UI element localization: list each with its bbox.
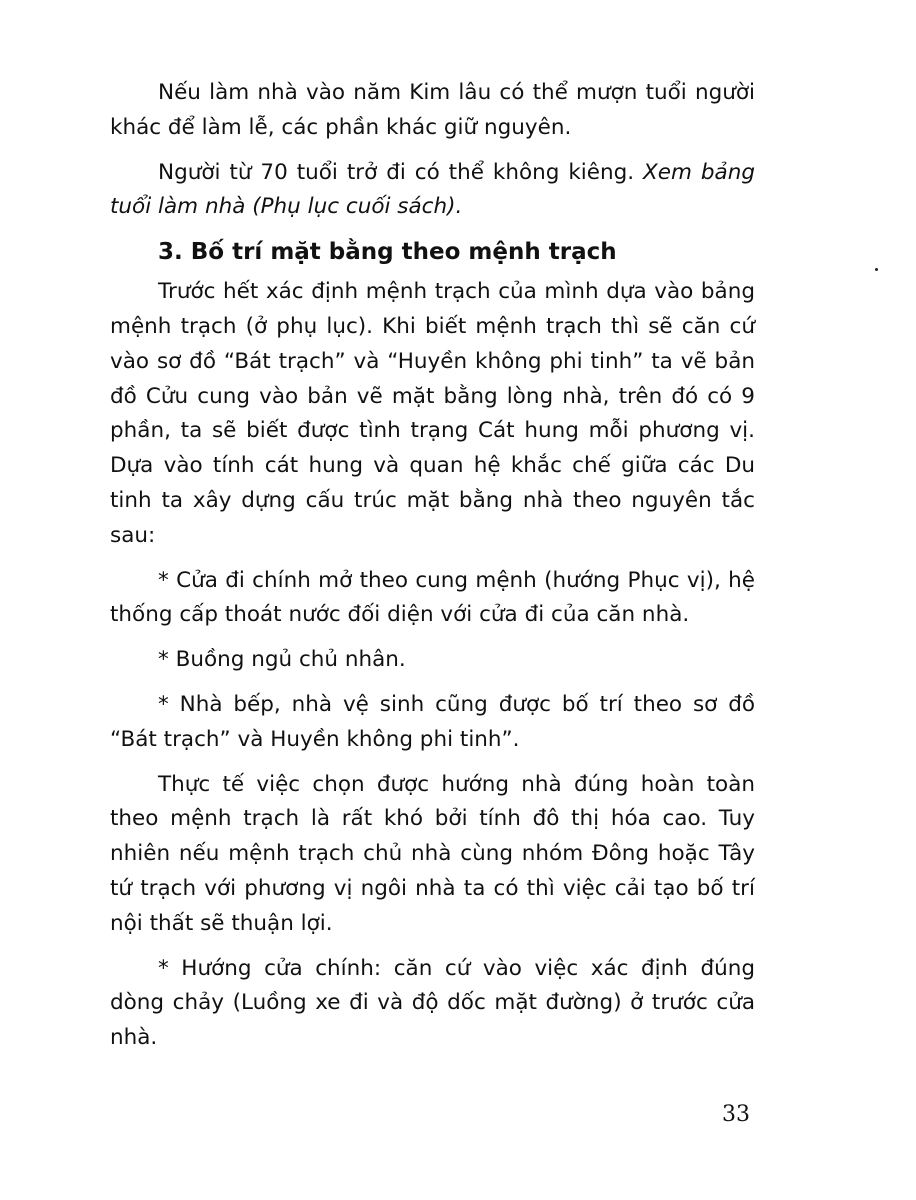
bullet-kitchen: * Nhà bếp, nhà vệ sinh cũng được bố trí theo sơ đồ “Bát trạch” và Huyền không phi tinh”. — [110, 691, 755, 752]
page-number: 33 — [722, 1102, 750, 1127]
paragraph-menh-trach: Trước hết xác định mệnh trạch của mình dựa vào bảng mệnh trạch (ở phụ lục). Khi biết mệnh trạch thì sẽ căn cứ vào sơ đồ “Bát trạch” và “Huyền không phi tinh” ta vẽ bản đồ Cửu cung vào bản vẽ mặt bằng lòng nhà, trên đó có 9 phần, ta sẽ biết được tình trạng Cát hung mỗi phương vị. Dựa vào tính cát hung và quan hệ khắc chế giữa các Du tinh ta xây dựng cấu trúc mặt bằng nhà theo nguyên tắc sau: — [110, 279, 755, 548]
appendix-reference: Xem bảng tuổi làm nhà (Phụ lục cuối sách). — [110, 159, 755, 220]
page-body — [110, 76, 755, 1056]
bullet-main-door: * Cửa đi chính mở theo cung mệnh (hướng Phục vị), hệ thống cấp thoát nước đối diện với cửa đi của căn nhà. — [110, 567, 755, 628]
paragraph-reality: Thực tế việc chọn được hướng nhà đúng hoàn toàn theo mệnh trạch là rất khó bởi tính đô thị hóa cao. Tuy nhiên nếu mệnh trạch chủ nhà cùng nhóm Đông hoặc Tây tứ trạch với phương vị ngôi nhà ta có thì việc cải tạo bố trí nội thất sẽ thuận lợi. — [110, 771, 755, 936]
bullet-bedroom: * Buồng ngủ chủ nhân. — [158, 647, 406, 673]
paragraph-kim-lau: Nếu làm nhà vào năm Kim lâu có thể mượn tuổi người khác để làm lễ, các phần khác giữ nguyên. — [110, 80, 755, 140]
bullet-door-direction: * Hướng cửa chính: căn cứ vào việc xác định đúng dòng chảy (Luồng xe đi và độ dốc mặt đường) ở trước cửa nhà. — [110, 955, 755, 1051]
paragraph-age-70-text: Người từ 70 tuổi trở đi có thể không kiêng. — [158, 159, 644, 185]
scan-speck — [875, 268, 878, 271]
paragraph-age-70 — [110, 156, 755, 226]
section-heading: 3. Bố trí mặt bằng theo mệnh trạch — [158, 239, 617, 266]
